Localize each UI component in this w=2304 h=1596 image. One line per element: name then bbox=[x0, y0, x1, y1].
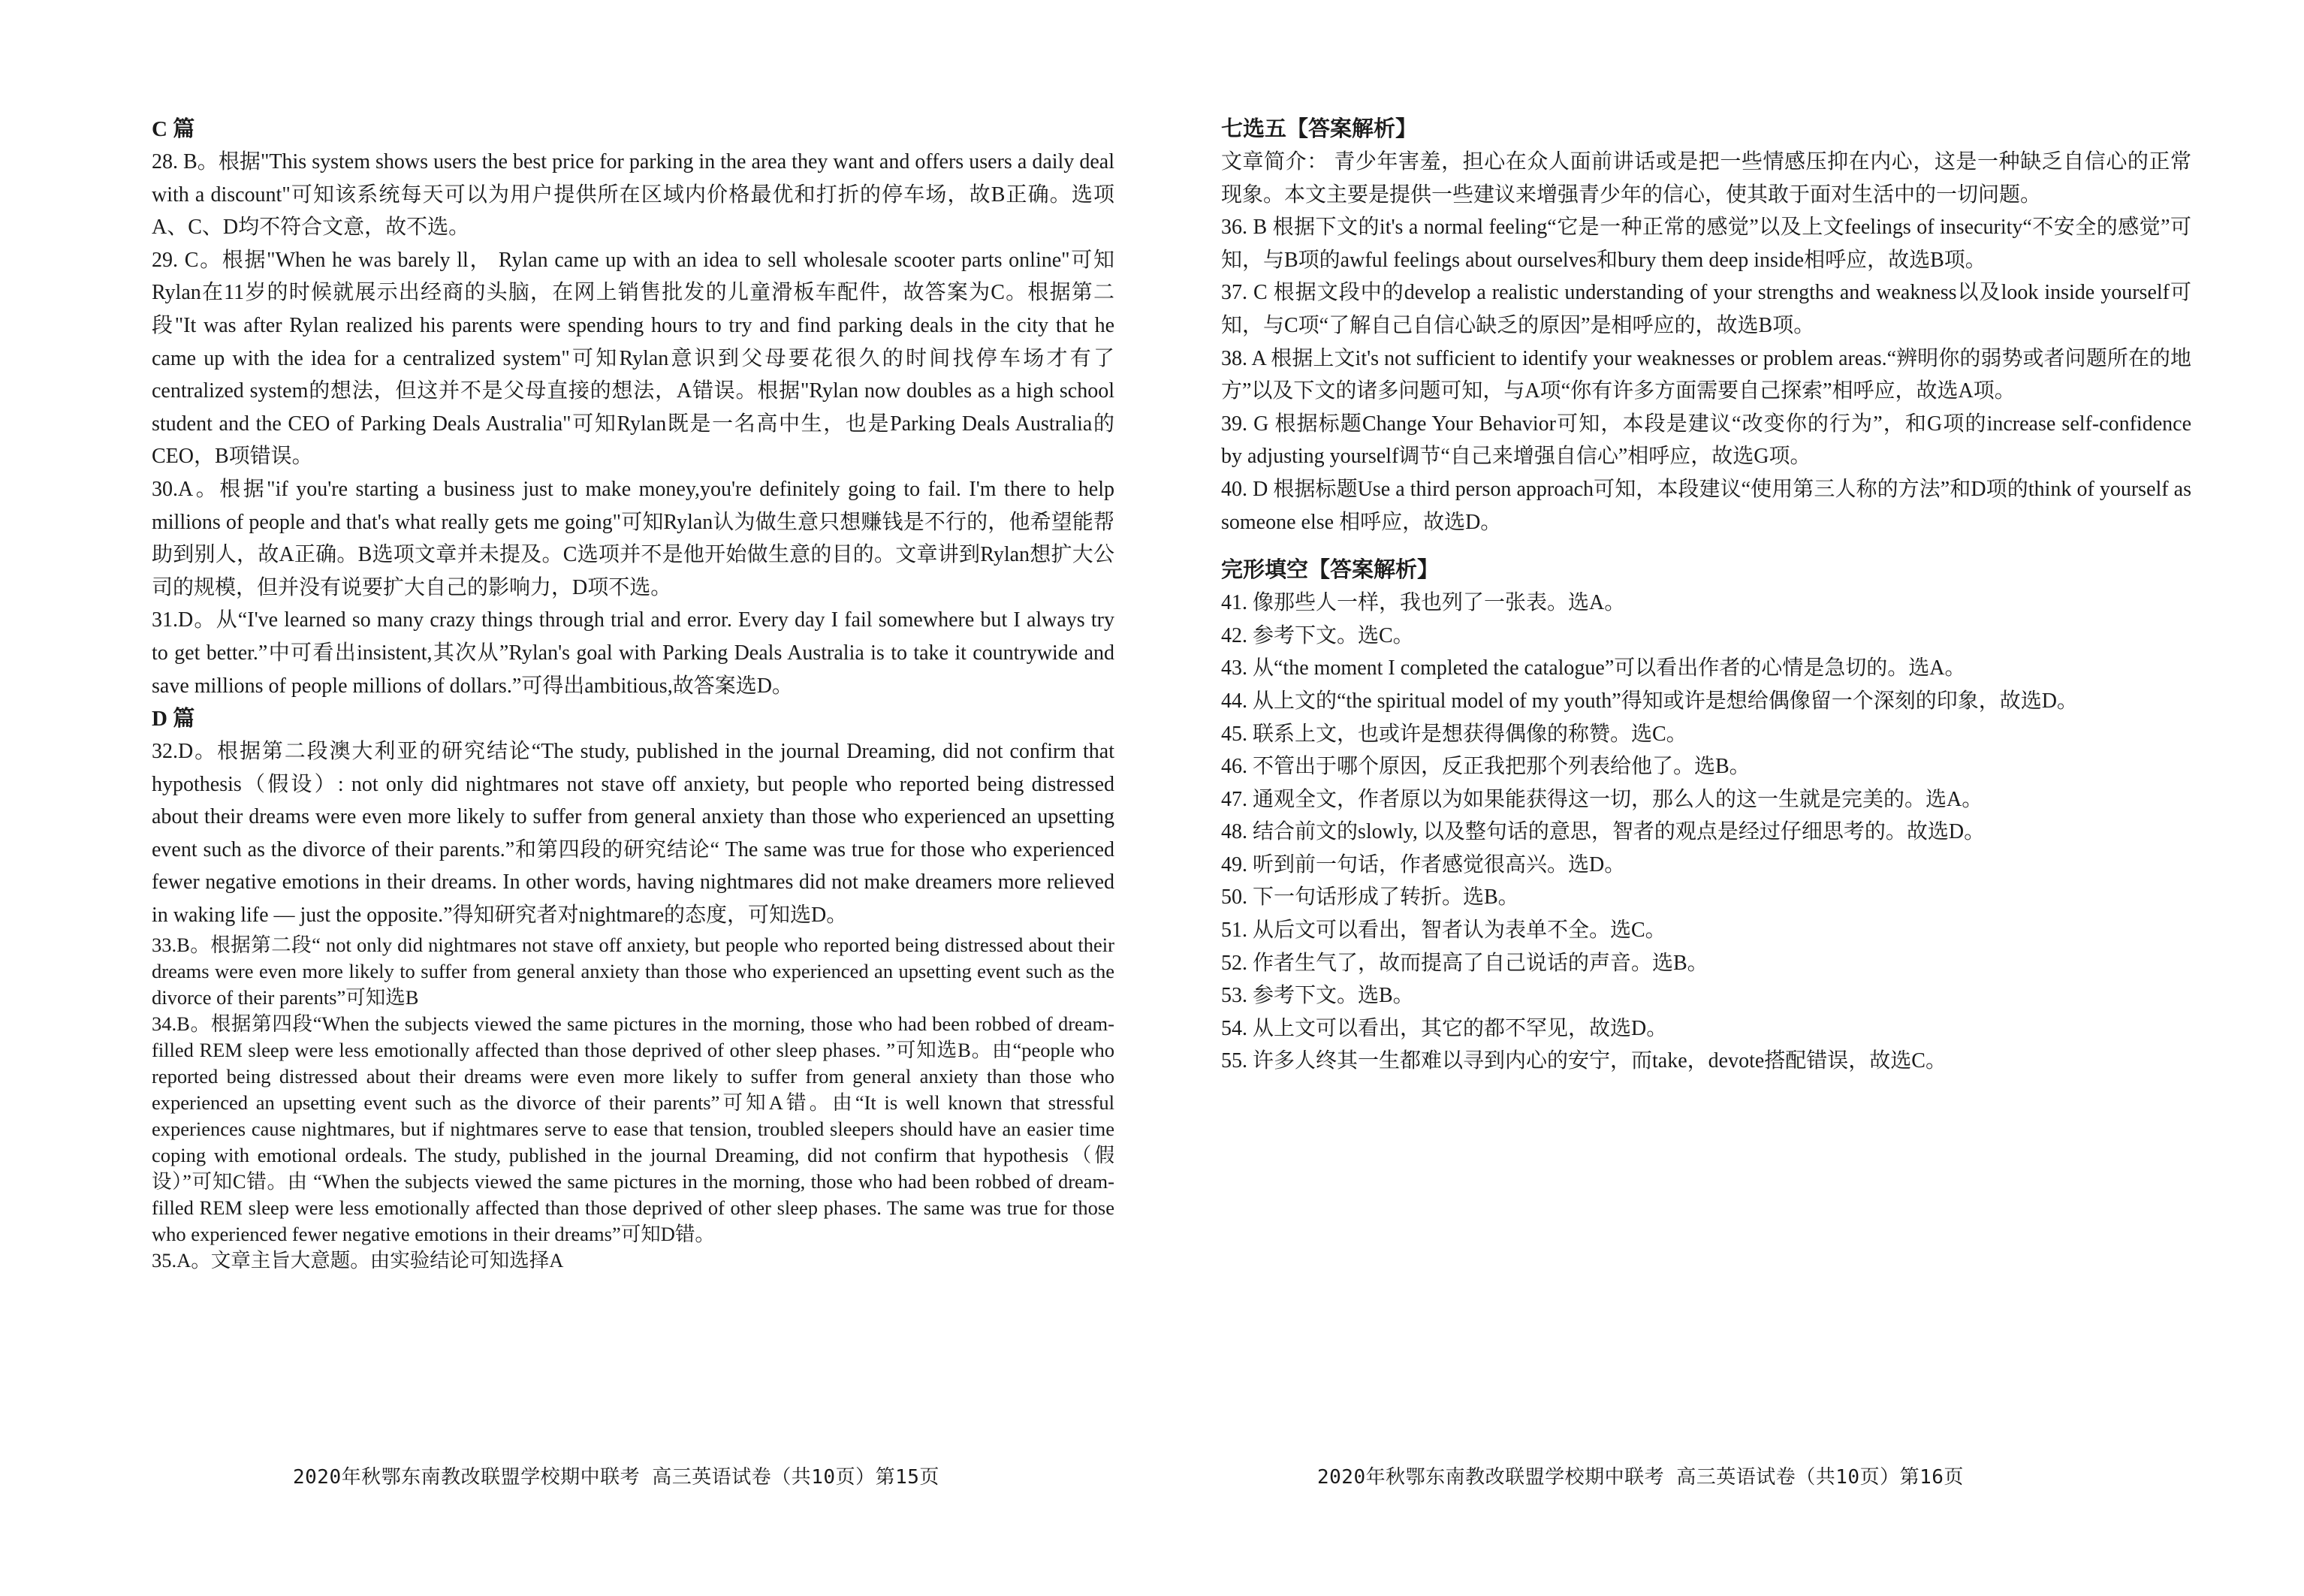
section-gap bbox=[1221, 539, 2191, 554]
cloze-answer-55: 55. 许多人终其一生都难以寻到内心的安宁，而take，devote搭配错误，故选C。 bbox=[1221, 1049, 1947, 1073]
cloze-answer-53: 53. 参考下文。选B。 bbox=[1221, 984, 1414, 1008]
cloze-answer-48: 48. 结合前文的slowly, 以及整句话的意思，智者的观点是经过仔细思考的。故选D。 bbox=[1221, 820, 1986, 844]
cloze-answer-51: 51. 从后文可以看出，智者认为表单不全。选C。 bbox=[1221, 919, 1666, 943]
cloze-answer-47: 47. 通观全文，作者原以为如果能获得这一切，那么人的这一生就是完美的。选A。 bbox=[1221, 787, 1983, 811]
answer-28: 28. B。根据"This system shows users the best price for parking in the area they want and offers users a daily deal with a discount"可知该系统每天可以为用户提供所在区域内价格最优和打折的停车场，故B正确。选项A、C、D均不符合文意，故不选。 bbox=[152, 150, 1114, 240]
cloze-answer-41: 41. 像那些人一样，我也列了一张表。选A。 bbox=[1221, 591, 1626, 615]
cloze-heading: 完形填空【答案解析】 bbox=[1221, 558, 1440, 583]
left-column bbox=[152, 113, 1114, 1274]
answer-38: 38. A 根据上文it's not sufficient to identify your weaknesses or problem areas.“辨明你的弱势或者问题所在的地方”以及下文的诸多问题可知，与A项“你有许多方面需要自己探索”相呼应，故选A项。 bbox=[1221, 346, 2191, 403]
answer-29: 29. C。根据"When he was barely ll， Rylan came up with an idea to sell wholesale scooter parts online"可知Rylan在11岁的时候就展示出经商的头脑，在网上销售批发的儿童滑板车配件，故答案为C。根据第二段"It was after Rylan realized his parents were spending hours to try and find parking deals in the city that he came up with the idea for a centralized system"可知Rylan意识到父母要花很久的时间找停车场才有了centralized system的想法，但这并不是父母直接的想法，A错误。根据"Rylan now doubles as a high school student and the CEO of Parking Deals Australia"可知Rylan既是一名高中生，也是Parking Deals Australia的CEO，B项错误。 bbox=[152, 248, 1114, 469]
cloze-answer-52: 52. 作者生气了，故而提高了自己说话的声音。选B。 bbox=[1221, 951, 1708, 975]
section-c-heading: C 篇 bbox=[152, 117, 195, 141]
right-column bbox=[1221, 113, 2191, 1078]
article-summary: 文章简介： 青少年害羞，担心在众人面前讲话或是把一些情感压抑在内心，这是一种缺乏自信心的正常现象。本文主要是提供一些建议来增强青少年的信心，使其敢于面对生活中的一切问题。 bbox=[1221, 150, 2191, 207]
answer-31: 31.D。从“I've learned so many crazy things through trial and error. Every day I fail somewhere but I always try to get better.”中可看出insistent,其次从”Rylan's goal with Parking Deals Australia is to take it countrywide and save millions of people millions of dollars.”可得出ambitious,故答案选D。 bbox=[152, 608, 1114, 698]
answer-35: 35.A。文章主旨大意题。由实验结论可知选择A bbox=[152, 1248, 564, 1272]
answer-36: 36. B 根据下文的it's a normal feeling“它是一种正常的感觉”以及上文feelings of insecurity“不安全的感觉”可知，与B项的awful feelings about ourselves和bury them deep inside相呼应，故选B项。 bbox=[1221, 216, 2191, 272]
answer-33: 33.B。根据第二段“ not only did nightmares not stave off anxiety, but people who reported being distressed about their dreams were even more likely to suffer from general anxiety than those who experienced an upsetting event such as the divorce of their parents”可知选B bbox=[152, 933, 1114, 1009]
right-page bbox=[1152, 0, 2304, 1596]
cloze-answer-44: 44. 从上文的“the spiritual model of my youth”得知或许是想给偶像留一个深刻的印象，故选D。 bbox=[1221, 689, 2078, 713]
cloze-answer-46: 46. 不管出于哪个原因，反正我把那个列表给他了。选B。 bbox=[1221, 755, 1751, 779]
answer-39: 39. G 根据标题Change Your Behavior可知，本段是建议“改变你的行为”，和G项的increase self-confidence by adjusting yourself调节“自己来增强自信心”相呼应，故选G项。 bbox=[1221, 412, 2191, 469]
cloze-answer-42: 42. 参考下文。选C。 bbox=[1221, 623, 1414, 647]
answer-30: 30.A。根据"if you're starting a business just to make money,you're definitely going to fail. I'm there to help millions of people and that's what really gets me going"可知Rylan认为做生意只想赚钱是不行的，他希望能帮助到别人，故A正确。B选项文章并未提及。C选项并不是他开始做生意的目的。文章讲到Rylan想扩大公司的规模，但并没有说要扩大自己的影响力，D项不选。 bbox=[152, 477, 1114, 599]
page-footer-left: 2020年秋鄂东南教改联盟学校期中联考 高三英语试卷（共10页）第15页 bbox=[293, 1466, 939, 1489]
seven-choose-five-heading: 七选五【答案解析】 bbox=[1221, 117, 1418, 141]
answer-37: 37. C 根据文段中的develop a realistic understanding of your strengths and weakness以及look inside yourself可知，与C项“了解自己自信心缺乏的原因”是相呼应的，故选B项。 bbox=[1221, 281, 2191, 337]
answer-34: 34.B。根据第四段“When the subjects viewed the same pictures in the morning, those who had been robbed of dream-filled REM sleep were less emotionally affected than those deprived of other sleep phases. ”可知选B。由“people who reported being distressed about their dreams were even more likely to suffer from general anxiety than those who experienced an upsetting event such as the divorce of their parents”可知A错。由“It is well known that stressful experiences cause nightmares, but if nightmares serve to ease that tension, troubled sleepers should have an easier time coping with emotional ordeals. The study, published in the journal Dreaming, did not confirm that hypothesis（假设）”可知C错。由 “When the subjects viewed the same pictures in the morning, those who had been robbed of dream-filled REM sleep were less emotionally affected than those deprived of other sleep phases. The same was true for those who experienced fewer negative emotions in their dreams”可知D错。 bbox=[152, 1012, 1114, 1245]
cloze-answer-43: 43. 从“the moment I completed the catalogue”可以看出作者的心情是急切的。选A。 bbox=[1221, 656, 1966, 680]
cloze-answer-54: 54. 从上文可以看出，其它的都不罕见，故选D。 bbox=[1221, 1016, 1668, 1040]
answer-40: 40. D 根据标题Use a third person approach可知，本段建议“使用第三人称的方法”和D项的think of yourself as someone else 相呼应，故选D。 bbox=[1221, 477, 2191, 534]
cloze-answer-50: 50. 下一句话形成了转折。选B。 bbox=[1221, 885, 1519, 910]
cloze-answer-49: 49. 听到前一句话，作者感觉很高兴。选D。 bbox=[1221, 852, 1626, 876]
cloze-answer-45: 45. 联系上文，也或许是想获得偶像的称赞。选C。 bbox=[1221, 722, 1687, 746]
section-d-heading: D 篇 bbox=[152, 707, 195, 732]
page-footer-right: 2020年秋鄂东南教改联盟学校期中联考 高三英语试卷（共10页）第16页 bbox=[1317, 1466, 1964, 1489]
answer-32: 32.D。根据第二段澳大利亚的研究结论“The study, published in the journal Dreaming, did not confirm that hypothesis（假设）: not only did nightmares not stave off anxiety, but people who reported being distressed about their dreams were even more likely to suffer from general anxiety than those who experienced an upsetting event such as the divorce of their parents.”和第四段的研究结论“ The same was true for those who experienced fewer negative emotions in their dreams. In other words, having nightmares did not make dreamers more relieved in waking life — just the opposite.”得知研究者对nightmare的态度，可知选D。 bbox=[152, 740, 1114, 928]
